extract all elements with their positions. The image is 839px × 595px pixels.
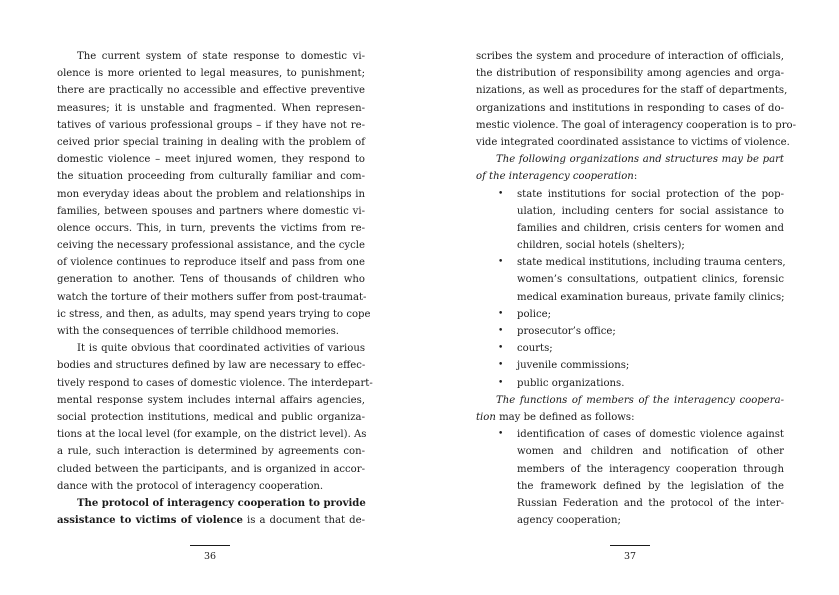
- text-line: ceiving the necessary professional assistance, and the cycle: [57, 240, 365, 252]
- text-line: nizations, as well as procedures for the staff of departments,: [476, 85, 788, 97]
- text-line: women and children and notification of other: [517, 446, 784, 458]
- text-line: bodies and structures defined by law are necessary to effec-: [57, 360, 366, 372]
- text-line: ic stress, and then, as adults, may spend years trying to cope: [57, 308, 371, 320]
- page-number: 37: [623, 551, 637, 562]
- text-line: the framework defined by the legislation of the: [517, 480, 784, 492]
- text-line: vide integrated coordinated assistance to victims of violence.: [476, 136, 790, 148]
- orgs-heading: [476, 151, 784, 185]
- text-line: [476, 409, 784, 426]
- list-item: [476, 375, 784, 392]
- text-line: Russian Federation and the protocol of the inter-: [517, 497, 784, 509]
- text-line: mental response system includes internal affairs agencies,: [57, 394, 365, 406]
- text-line: a rule, such interaction is determined by agreements con-: [57, 446, 365, 458]
- functions-list: [476, 426, 784, 529]
- right-page: [476, 48, 797, 529]
- text-line: scribes the system and procedure of interaction of officials,: [476, 51, 784, 62]
- text-line: The following organizations and structures may be part: [496, 154, 784, 166]
- list-item: [476, 340, 784, 357]
- text-line: with the consequences of terrible childhood memories.: [57, 326, 340, 337]
- text-span: tion: [476, 411, 496, 423]
- text-line: social protection institutions, medical and public organiza-: [57, 411, 365, 423]
- text-line: tions at the local level (for example, on the district level). As: [57, 429, 367, 441]
- text-line: of violence continues to reproduce itself and pass from one: [57, 257, 365, 269]
- text-line: the distribution of responsibility among agencies and orga-: [476, 68, 784, 80]
- text-line: police;: [517, 308, 552, 320]
- text-line: organizations and institutions in responding to cases of do-: [476, 102, 784, 114]
- text-line: The current system of state response to domestic vi-: [77, 51, 365, 62]
- text-line: women’s consultations, outpatient clinics, forensic: [517, 274, 784, 286]
- functions-heading: [476, 392, 784, 426]
- bullet-icon: •: [498, 377, 504, 388]
- text-line: families, between spouses and partners where domestic vi-: [57, 205, 365, 217]
- list-item: [476, 306, 784, 323]
- text-line: tatives of various professional groups – if they have not re-: [57, 119, 365, 131]
- text-line: prosecutor’s office;: [517, 326, 616, 337]
- text-line: courts;: [517, 343, 553, 355]
- bullet-icon: •: [498, 326, 504, 336]
- text-span: is a document that de-: [242, 515, 365, 527]
- bold-term: assistance to victims of violence: [57, 515, 243, 527]
- text-line: The functions of members of the interagency coopera-: [496, 394, 784, 406]
- text-line: agency cooperation;: [517, 515, 621, 527]
- list-item: [476, 357, 784, 374]
- text-line: generation to another. Tens of thousands of children who: [57, 274, 365, 286]
- page-number: 36: [203, 551, 217, 562]
- orgs-list: [476, 186, 784, 392]
- text-line: medical examination bureaus, private family clinics;: [517, 291, 785, 303]
- left-page: [57, 48, 373, 529]
- text-line: state institutions for social protection of the pop-: [517, 188, 784, 200]
- page-footer-right: [610, 545, 650, 562]
- bullet-icon: •: [498, 360, 504, 371]
- text-line: olence is more oriented to legal measures, to punishment;: [57, 68, 365, 80]
- bullet-icon: •: [498, 257, 504, 268]
- text-line: cluded between the participants, and is organized in accor-: [57, 463, 365, 475]
- text-line: public organizations.: [517, 377, 625, 389]
- text-line: the situation proceeding from culturally familiar and com-: [57, 171, 365, 183]
- list-item: [476, 426, 784, 529]
- footer-rule: [610, 545, 650, 546]
- text-line: children, social hotels (shelters);: [517, 240, 685, 252]
- text-line: domestic violence – meet injured women, they respond to: [57, 154, 365, 166]
- text-line: It is quite obvious that coordinated activities of various: [77, 343, 365, 355]
- text-span: :: [633, 171, 638, 183]
- list-item: [476, 186, 784, 255]
- page-footer-left: [190, 545, 230, 562]
- footer-rule: [190, 545, 230, 546]
- text-line: identification of cases of domestic violence against: [517, 429, 784, 441]
- text-span: may be defined as follows:: [495, 411, 635, 423]
- text-line: state medical institutions, including trauma centers,: [517, 257, 786, 269]
- text-line: families and children, crisis centers for women and: [517, 222, 784, 234]
- list-item: [476, 254, 784, 306]
- text-line: mestic violence. The goal of interagency cooperation is to pro-: [476, 119, 797, 131]
- paragraph-current-system: [57, 48, 371, 340]
- paragraph-continuation: [476, 48, 797, 151]
- text-line: ceived prior special training in dealing with the problem of: [57, 136, 365, 148]
- text-line: The protocol of interagency cooperation to provide: [77, 497, 366, 509]
- text-line: [57, 512, 365, 529]
- text-line: watch the torture of their mothers suffer from post-traumat-: [57, 291, 367, 303]
- text-line: there are practically no accessible and effective preventive: [57, 85, 365, 97]
- text-span: of the interagency cooperation: [476, 171, 634, 183]
- text-line: dance with the protocol of interagency cooperation.: [57, 480, 324, 492]
- paragraph-coordinated-activities: [57, 340, 373, 495]
- bullet-icon: •: [498, 188, 504, 199]
- text-line: ulation, including centers for social assistance to: [517, 205, 784, 217]
- list-item: [476, 323, 784, 340]
- paragraph-protocol: [57, 495, 365, 529]
- text-line: mon everyday ideas about the problem and relationships in: [57, 188, 365, 200]
- text-line: measures; it is unstable and fragmented. When represen-: [57, 102, 365, 114]
- text-line: [476, 168, 784, 185]
- text-line: tively respond to cases of domestic violence. The interdepart-: [57, 377, 373, 389]
- text-line: olence occurs. This, in turn, prevents the victims from re-: [57, 222, 365, 234]
- text-line: juvenile commissions;: [517, 360, 630, 372]
- bullet-icon: •: [498, 343, 504, 354]
- bullet-icon: •: [498, 308, 504, 319]
- bullet-icon: •: [498, 429, 504, 440]
- text-line: members of the interagency cooperation through: [517, 463, 784, 475]
